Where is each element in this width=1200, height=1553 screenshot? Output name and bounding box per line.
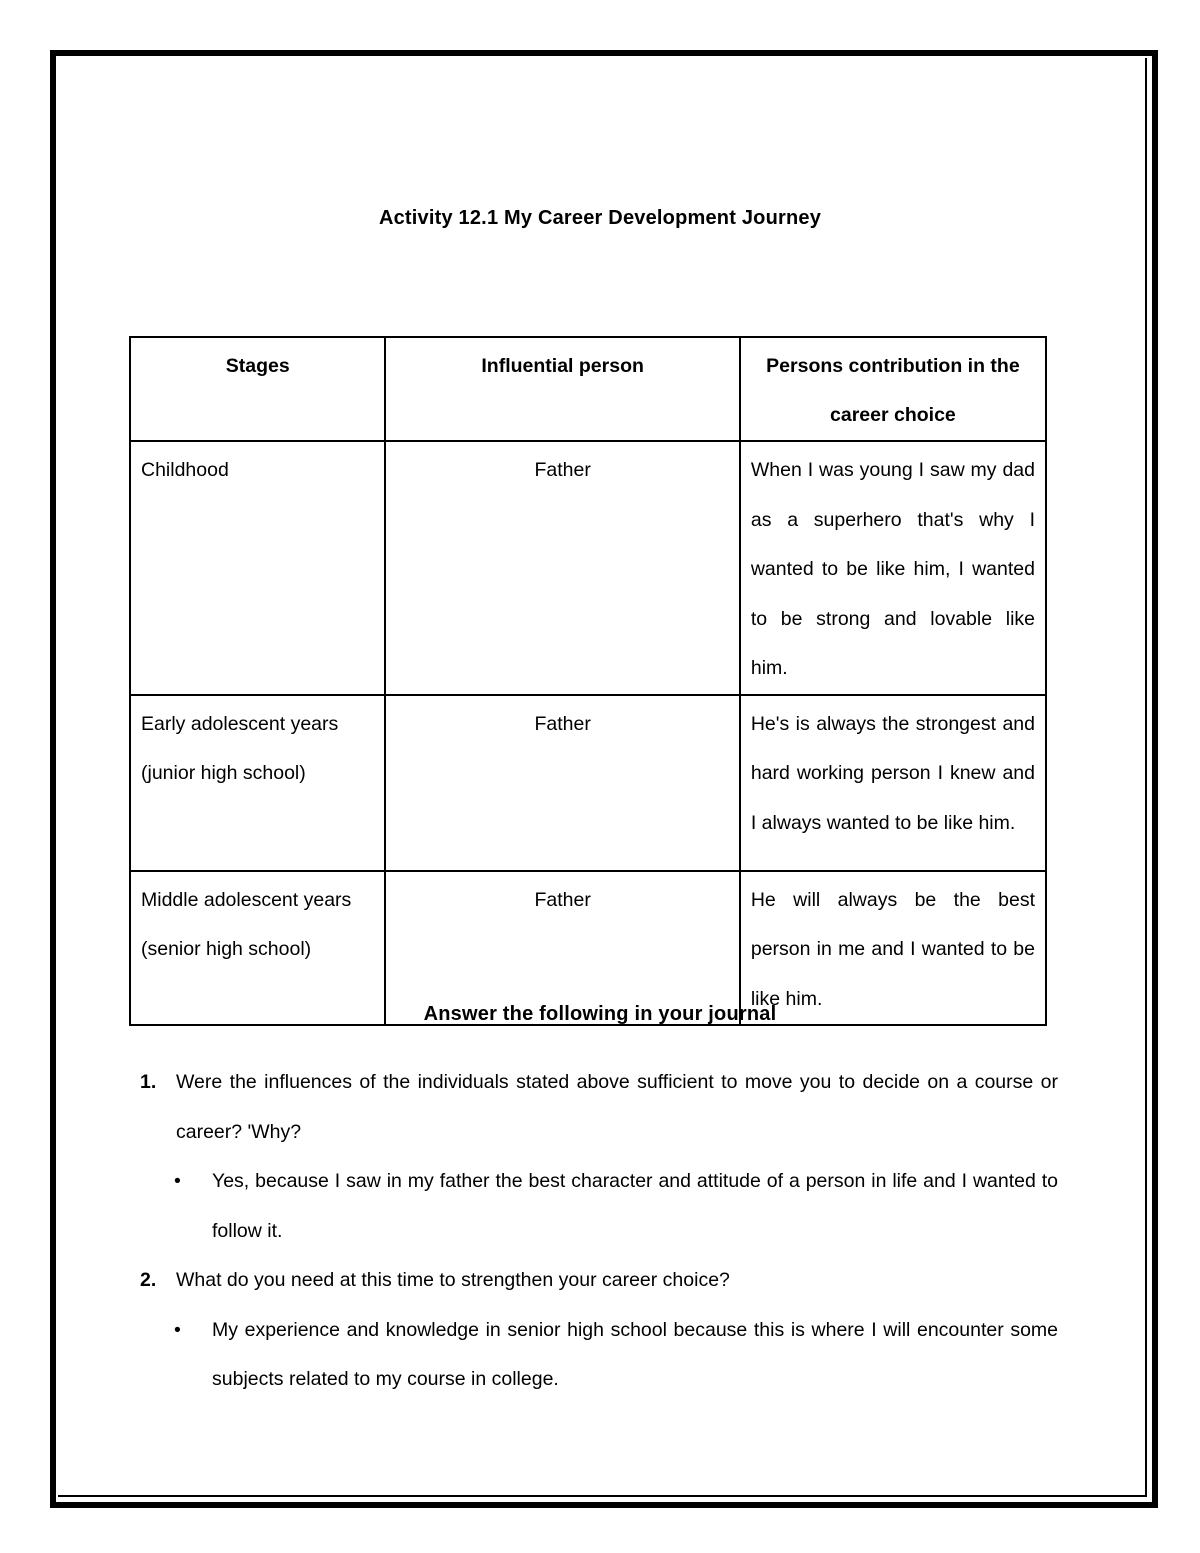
cell-stage: Childhood [130, 441, 385, 695]
answer-text: Yes, because I saw in my father the best character and attitude of a person in life and I wanted to follow it. [212, 1170, 1058, 1242]
answer-1 [140, 1157, 1058, 1256]
cell-person: Father [385, 695, 739, 871]
question-text: What do you need at this time to strengthen your career choice? [176, 1269, 730, 1291]
cell-stage: Early adolescent years (junior high school) [130, 695, 385, 871]
question-number: 2. [140, 1269, 157, 1291]
journal-heading: Answer the following in your journal [423, 1003, 777, 1025]
career-journey-table [129, 336, 1047, 1026]
header-contribution: Persons contribution in the career choice [740, 337, 1046, 441]
header-influential-person: Influential person [385, 337, 739, 441]
answer-text: My experience and knowledge in senior high school because this is where I will encounter some subjects related to my course in college. [212, 1318, 1058, 1390]
bullet-icon: • [174, 1170, 181, 1192]
cell-stage: Middle adolescent years (senior high school) [130, 871, 385, 1026]
table-row [130, 871, 1046, 1026]
cell-contribution: When I was young I saw my dad as a superhero that's why I wanted to be like him, I wanted to be strong and lovable like him. [740, 441, 1046, 695]
question-2 [140, 1256, 1058, 1306]
answer-2 [140, 1306, 1058, 1405]
question-1 [140, 1058, 1058, 1157]
bullet-icon: • [174, 1318, 181, 1341]
document-title: Activity 12.1 My Career Development Journey [378, 207, 822, 229]
table-row [130, 695, 1046, 871]
cell-contribution: He will always be the best person in me and I wanted to be like him. [740, 871, 1046, 1026]
header-stages: Stages [130, 337, 385, 441]
question-number: 1. [140, 1071, 157, 1093]
cell-contribution: He's is always the strongest and hard working person I knew and I always wanted to be like him. [740, 695, 1046, 871]
question-text: Were the influences of the individuals stated above sufficient to move you to decide on a course or career? 'Why? [176, 1071, 1058, 1143]
cell-person: Father [385, 871, 739, 1026]
cell-person: Father [385, 441, 739, 695]
table-header-row [130, 337, 1046, 441]
journal-questions [140, 1058, 1058, 1405]
table-row [130, 441, 1046, 695]
